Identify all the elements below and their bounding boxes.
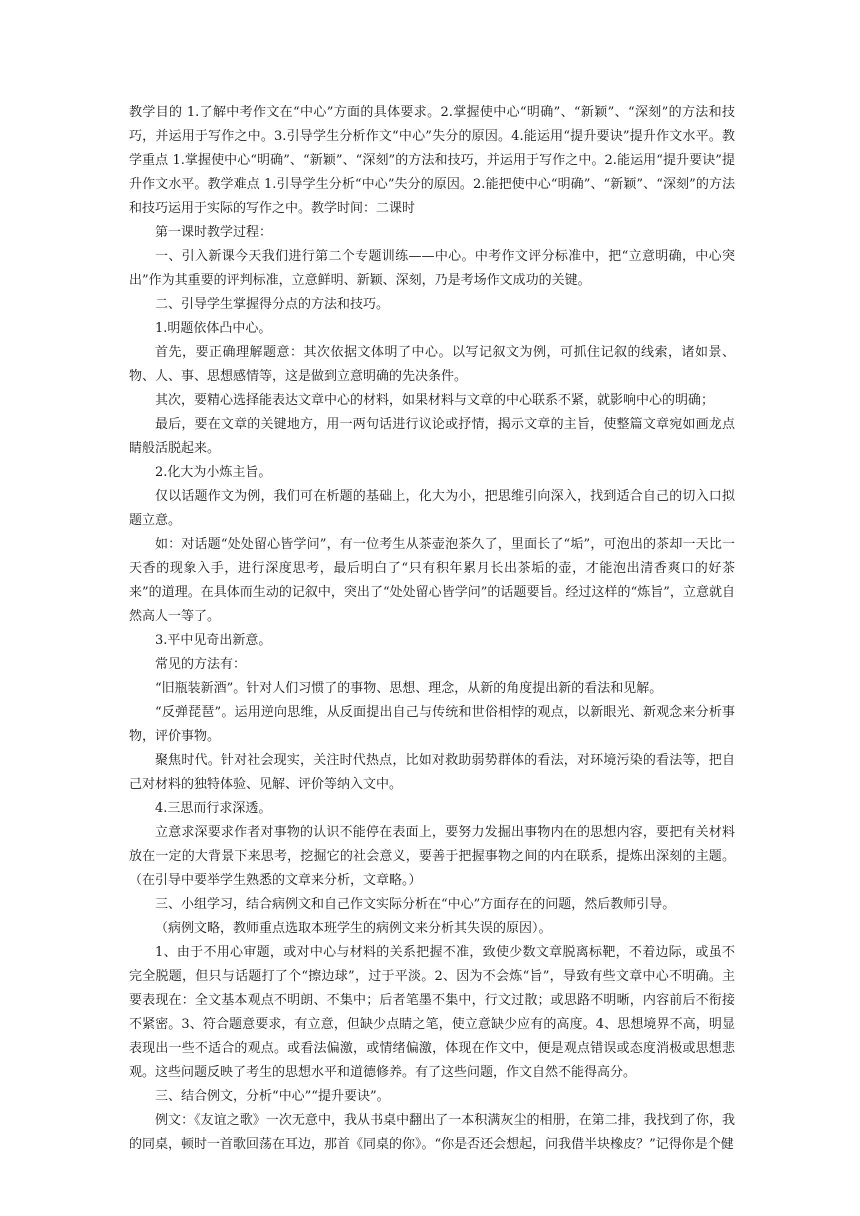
paragraph-subheading-2: 2.化大为小炼主旨。 [155, 465, 272, 480]
paragraph-subheading-4: 4.三思而行求深透。 [155, 801, 272, 816]
document-page [129, 101, 735, 1157]
paragraph-first: 首先，要正确理解题意：其次依据文体明了中心。以写记叙文为例，可抓住记叙的线索，诸如景、物、人、事、思想感情等，这是做到立意明确的先决条件。 [129, 345, 735, 384]
paragraph-old-bottle: “旧瓶装新酒”。针对人们习惯了的事物、思想、理念，从新的角度提出新的看法和见解。 [155, 681, 663, 696]
paragraph-reverse: “反弹琵琶”。运用逆向思维，从反面提出自己与传统和世俗相悖的观点，以新眼光、新观念来分析事物，评价事物。 [129, 705, 735, 744]
paragraph-example-tea: 如：对话题“处处留心皆学问”，有一位考生从茶壶泡茶久了，里面长了“垢”，可泡出的茶却一天比一天香的现象入手，进行深度思考，最后明白了“只有积年累月长出茶垢的壶，才能泡出清香爽口的好茶来”的道理。在具体而生动的记叙中，突出了“处处留心皆学问”的话题要旨。经过这样的“炼旨”，立意就自然高人一等了。 [129, 537, 735, 624]
paragraph-topic-essay: 仅以话题作文为例，我们可在析题的基础上，化大为小，把思维引向深入，找到适合自己的切入口拟题立意。 [129, 489, 735, 528]
paragraph-group-study: 三、小组学习，结合病例文和自己作文实际分析在“中心”方面存在的问题，然后教师引导。 [155, 897, 676, 912]
paragraph-example-analysis: 三、结合例文，分析“中心”“提升要诀”。 [155, 1089, 390, 1104]
paragraph-case-note: （病例文略，教师重点选取本班学生的病例文来分析其失误的原因）。 [155, 921, 552, 936]
paragraph-depth: 立意求深要求作者对事物的认识不能停在表面上，要努力发掘出事物内在的思想内容，要把有关材料放在一定的大背景下来思考，挖掘它的社会意义，要善于把握事物之间的内在联系，提炼出深刻的主题。（在引导中要举学生熟悉的文章来分析，文章略。） [129, 825, 735, 888]
paragraph-problems: 1、由于不用心审题，或对中心与材料的关系把握不准，致使少数文章脱离标靶，不着边际，或虽不完全脱题，但只与话题打了个“擦边球”，过于平淡。2、因为不会炼“旨”，导致有些文章中心不明确。主要表现在：全文基本观点不明朗、不集中；后者笔墨不集中，行文过散；或思路不明晰，内容前后不衔接不紧密。3、符合题意要求，有立意，但缺少点睛之笔，使立意缺少应有的高度。4、思想境界不高，明显表现出一些不适合的观点。或看法偏激，或情绪偏激，体现在作文中，便是观点错误或态度消极或思想悲观。这些问题反映了考生的思想水平和道德修养。有了这些问题，作文自然不能得高分。 [129, 945, 735, 1080]
paragraph-heading-methods: 二、引导学生掌握得分点的方法和技巧。 [155, 297, 390, 312]
paragraph-common-methods: 常见的方法有： [155, 657, 247, 672]
paragraph-lesson-one: 第一课时教学过程： [155, 225, 273, 240]
paragraph-intro: 一、引入新课今天我们进行第二个专题训练——中心。中考作文评分标准中，把“立意明确，中心突出”作为其重要的评判标准，立意鲜明、新颖、深刻，乃是考场作文成功的关键。 [129, 249, 735, 288]
paragraph-example-essay: 例文：《友谊之歌》一次无意中，我从书桌中翻出了一本积满灰尘的相册，在第二排，我找到了你，我的同桌，顿时一首歌回荡在耳边，那首《同桌的你》。“你是否还会想起，问我借半块橡皮？”记得你是个健 [129, 1113, 735, 1152]
paragraph-second: 其次，要精心选择能表达文章中心的材料，如果材料与文章的中心联系不紧，就影响中心的明确； [155, 393, 715, 408]
paragraph-focus-era: 聚焦时代。针对社会现实，关注时代热点，比如对救助弱势群体的看法，对环境污染的看法等，把自己对材料的独特体验、见解、评价等纳入文中。 [129, 753, 735, 792]
paragraph-objectives: 教学目的 1.了解中考作文在“中心”方面的具体要求。2.掌握使中心“明确”、“新颖”、“深刻”的方法和技巧，并运用于写作之中。3.引导学生分析作文“中心”失分的原因。4.能运用“提升要诀”提升作文水平。教学重点 1.掌握使中心“明确”、“新颖”、“深刻”的方法和技巧，并运用于写作之中。2.能运用“提升要诀”提升作文水平。教学难点 1.引导学生分析“中心”失分的原因。2.能把使中心“明确”、“新颖”、“深刻”的方法和技巧运用于实际的写作之中。教学时间：二课时 [129, 105, 735, 216]
paragraph-last: 最后，要在文章的关键地方，用一两句话进行议论或抒情，揭示文章的主旨，使整篇文章宛如画龙点睛般活脱起来。 [129, 417, 735, 456]
paragraph-subheading-3: 3.平中见奇出新意。 [155, 633, 272, 648]
paragraph-subheading-1: 1.明题依体凸中心。 [155, 321, 272, 336]
